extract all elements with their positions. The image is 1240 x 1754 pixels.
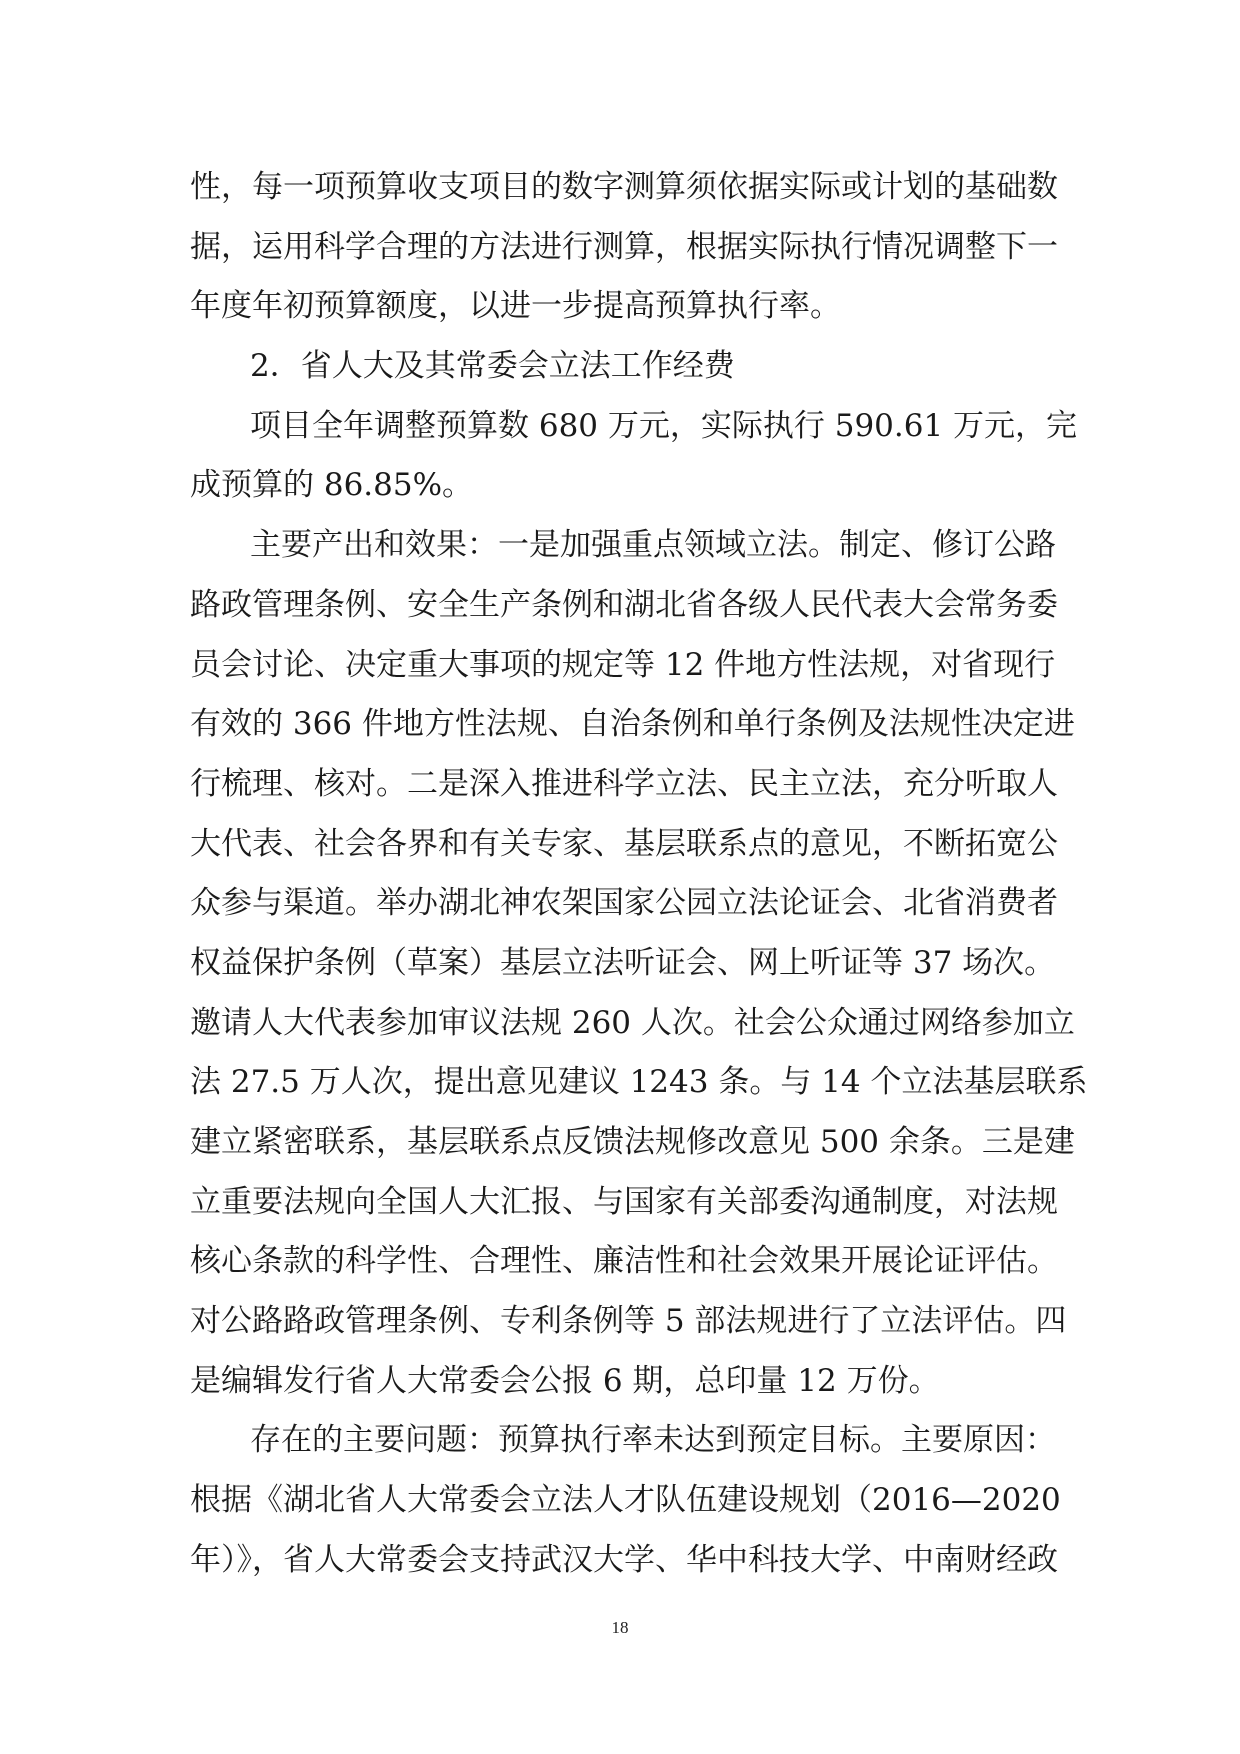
text-line: 建立紧密联系，基层联系点反馈法规修改意见 500 余条。三是建 xyxy=(190,1124,1075,1160)
text-line: 有效的 366 件地方性法规、自治条例和单行条例及法规性决定进 xyxy=(190,706,1075,743)
text-line: 存在的主要问题：预算执行率未达到预定目标。主要原因： xyxy=(250,1422,1056,1459)
text-line: 法 27.5 万人次，提出意见建议 1243 条。与 14 个立法基层联系 xyxy=(190,1064,1088,1101)
text-line: 权益保护条例（草案）基层立法听证会、网上听证等 37 场次。 xyxy=(190,944,1056,981)
text-line: 年度年初预算额度，以进一步提高预算执行率。 xyxy=(190,288,841,325)
text-line: 对公路路政管理条例、专利条例等 5 部法规进行了立法评估。四 xyxy=(190,1303,1067,1340)
text-line: 立重要法规向全国人大汇报、与国家有关部委沟通制度，对法规 xyxy=(190,1183,1058,1220)
text-line: 核心条款的科学性、合理性、廉洁性和社会效果开展论证评估。 xyxy=(190,1243,1058,1280)
text-line: 大代表、社会各界和有关专家、基层联系点的意见，不断拓宽公 xyxy=(190,825,1058,862)
text-line: 邀请人大代表参加审议法规 260 人次。社会公众通过网络参加立 xyxy=(190,1004,1075,1041)
text-line: 根据《湖北省人大常委会立法人才队伍建设规划（2016—2020 xyxy=(190,1482,1061,1519)
text-line: 路政管理条例、安全生产条例和湖北省各级人民代表大会常务委 xyxy=(190,586,1058,623)
text-line: 主要产出和效果：一是加强重点领域立法。制定、修订公路 xyxy=(250,527,1056,564)
text-line: 行梳理、核对。二是深入推进科学立法、民主立法，充分听取人 xyxy=(190,765,1058,802)
text-line: 2．省人大及其常委会立法工作经费 xyxy=(250,348,735,385)
text-line: 众参与渠道。举办湖北神农架国家公园立法论证会、北省消费者 xyxy=(190,885,1058,922)
text-line: 年）》，省人大常委会支持武汉大学、华中科技大学、中南财经政 xyxy=(190,1541,1058,1578)
text-line: 项目全年调整预算数 680 万元，实际执行 590.61 万元，完 xyxy=(250,407,1078,444)
body-text xyxy=(190,158,1088,1591)
text-line: 据，运用科学合理的方法进行测算，根据实际执行情况调整下一 xyxy=(190,228,1058,265)
page-number: 18 xyxy=(611,1618,629,1637)
text-line: 成预算的 86.85%。 xyxy=(190,467,474,504)
text-line: 性，每一项预算收支项目的数字测算须依据实际或计划的基础数 xyxy=(190,169,1058,205)
text-line: 员会讨论、决定重大事项的规定等 12 件地方性法规，对省现行 xyxy=(190,646,1056,683)
text-line: 是编辑发行省人大常委会公报 6 期，总印量 12 万份。 xyxy=(190,1362,940,1399)
